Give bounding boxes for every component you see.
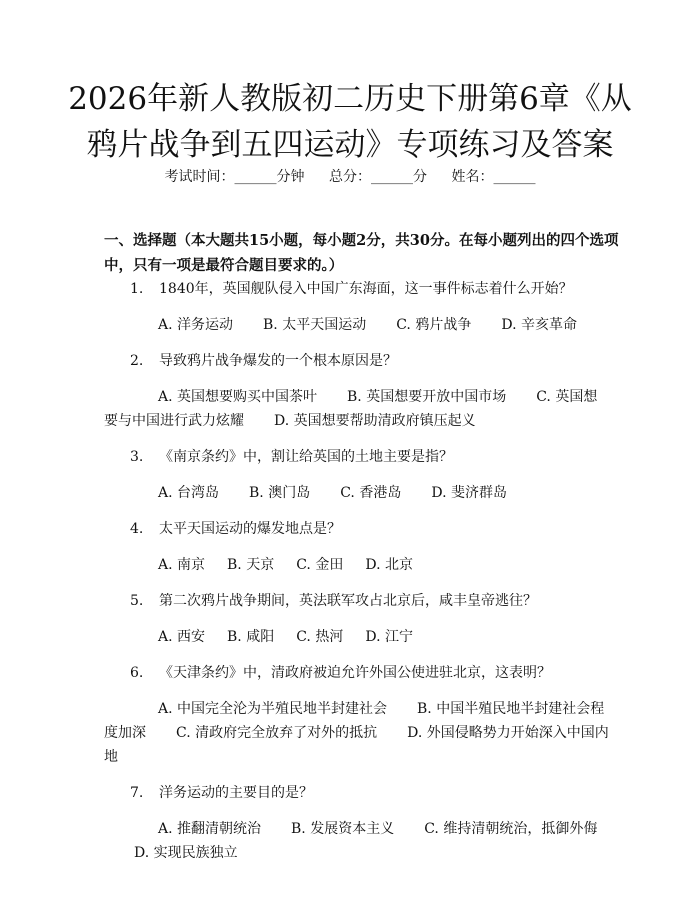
question-text: 《天津条约》中，清政府被迫允许外国公使进驻北京，这表明？ bbox=[159, 665, 551, 681]
option-a: A. 台湾岛 bbox=[158, 485, 220, 501]
question-1-options bbox=[104, 313, 610, 337]
question-3 bbox=[104, 445, 610, 469]
option-c: C. 维持清朝统治，抵御外侮 bbox=[424, 821, 598, 837]
question-6-options bbox=[104, 697, 610, 769]
option-d: D. 斐济群岛 bbox=[431, 485, 507, 501]
page-title: 2026年新人教版初二历史下册第6章《从鸦片战争到五四运动》专项练习及答案 bbox=[68, 81, 632, 163]
question-number: 5. bbox=[130, 593, 144, 609]
question-4-options bbox=[104, 553, 610, 577]
option-d: D. 外国侵略势力开始深入中国内地 bbox=[104, 725, 609, 765]
option-d: D. 辛亥革命 bbox=[501, 317, 577, 333]
question-7 bbox=[104, 781, 610, 805]
option-a: A. 中国完全沦为半殖民地半封建社会 bbox=[158, 701, 388, 717]
question-number: 4. bbox=[130, 521, 144, 537]
question-7-options bbox=[104, 817, 610, 865]
exam-time-field: 考试时间：______分钟 bbox=[164, 169, 305, 185]
total-score-field: 总分：______分 bbox=[329, 169, 427, 185]
question-list bbox=[104, 277, 610, 877]
question-number: 3. bbox=[130, 449, 144, 465]
option-d: D. 江宁 bbox=[365, 629, 413, 645]
question-2 bbox=[104, 349, 610, 373]
option-c: C. 热河 bbox=[296, 629, 344, 645]
option-b: B. 太平天国运动 bbox=[263, 317, 367, 333]
question-number: 1. bbox=[130, 281, 144, 297]
question-5-options bbox=[104, 625, 610, 649]
question-text: 洋务运动的主要目的是？ bbox=[159, 785, 313, 801]
option-b: B. 天京 bbox=[227, 557, 275, 573]
option-d: D. 实现民族独立 bbox=[134, 845, 238, 861]
question-text: 第二次鸦片战争期间，英法联军攻占北京后，咸丰皇帝逃往？ bbox=[159, 593, 537, 609]
option-a: A. 洋务运动 bbox=[158, 317, 234, 333]
question-number: 6. bbox=[130, 665, 144, 681]
option-a: A. 南京 bbox=[158, 557, 206, 573]
option-b: B. 中国半殖民地半封建社会程度加深 bbox=[104, 701, 605, 741]
option-c: C. 英国想要与中国进行武力炫耀 bbox=[104, 389, 598, 429]
option-d: D. 北京 bbox=[365, 557, 413, 573]
question-1 bbox=[104, 277, 610, 301]
option-b: B. 咸阳 bbox=[227, 629, 275, 645]
question-number: 7. bbox=[130, 785, 144, 801]
question-text: 太平天国运动的爆发地点是？ bbox=[159, 521, 341, 537]
question-text: 《南京条约》中，割让给英国的土地主要是指？ bbox=[159, 449, 453, 465]
option-c: C. 鸦片战争 bbox=[396, 317, 472, 333]
question-2-options bbox=[104, 385, 610, 433]
student-name-field: 姓名：______ bbox=[451, 169, 536, 185]
section-heading: 一、选择题（本大题共15小题，每小题2分，共30分。在每小题列出的四个选项中，只有一项是最符合题目要求的。） bbox=[104, 232, 619, 274]
option-a: A. 英国想要购买中国茶叶 bbox=[158, 389, 318, 405]
option-a: A. 西安 bbox=[158, 629, 206, 645]
question-5 bbox=[104, 589, 610, 613]
question-number: 2. bbox=[130, 353, 144, 369]
option-b: B. 澳门岛 bbox=[249, 485, 311, 501]
option-c: C. 香港岛 bbox=[340, 485, 402, 501]
question-4 bbox=[104, 517, 610, 541]
option-b: B. 英国想要开放中国市场 bbox=[347, 389, 507, 405]
option-b: B. 发展资本主义 bbox=[291, 821, 395, 837]
question-3-options bbox=[104, 481, 610, 505]
question-text: 导致鸦片战争爆发的一个根本原因是？ bbox=[159, 353, 397, 369]
question-6 bbox=[104, 661, 610, 685]
exam-meta bbox=[0, 166, 700, 188]
option-c: C. 金田 bbox=[296, 557, 344, 573]
option-d: D. 英国想要帮助清政府镇压起义 bbox=[274, 413, 476, 429]
question-text: 1840年，英国舰队侵入中国广东海面，这一事件标志着什么开始？ bbox=[159, 281, 573, 297]
option-c: C. 清政府完全放弃了对外的抵抗 bbox=[176, 725, 378, 741]
option-a: A. 推翻清朝统治 bbox=[158, 821, 262, 837]
